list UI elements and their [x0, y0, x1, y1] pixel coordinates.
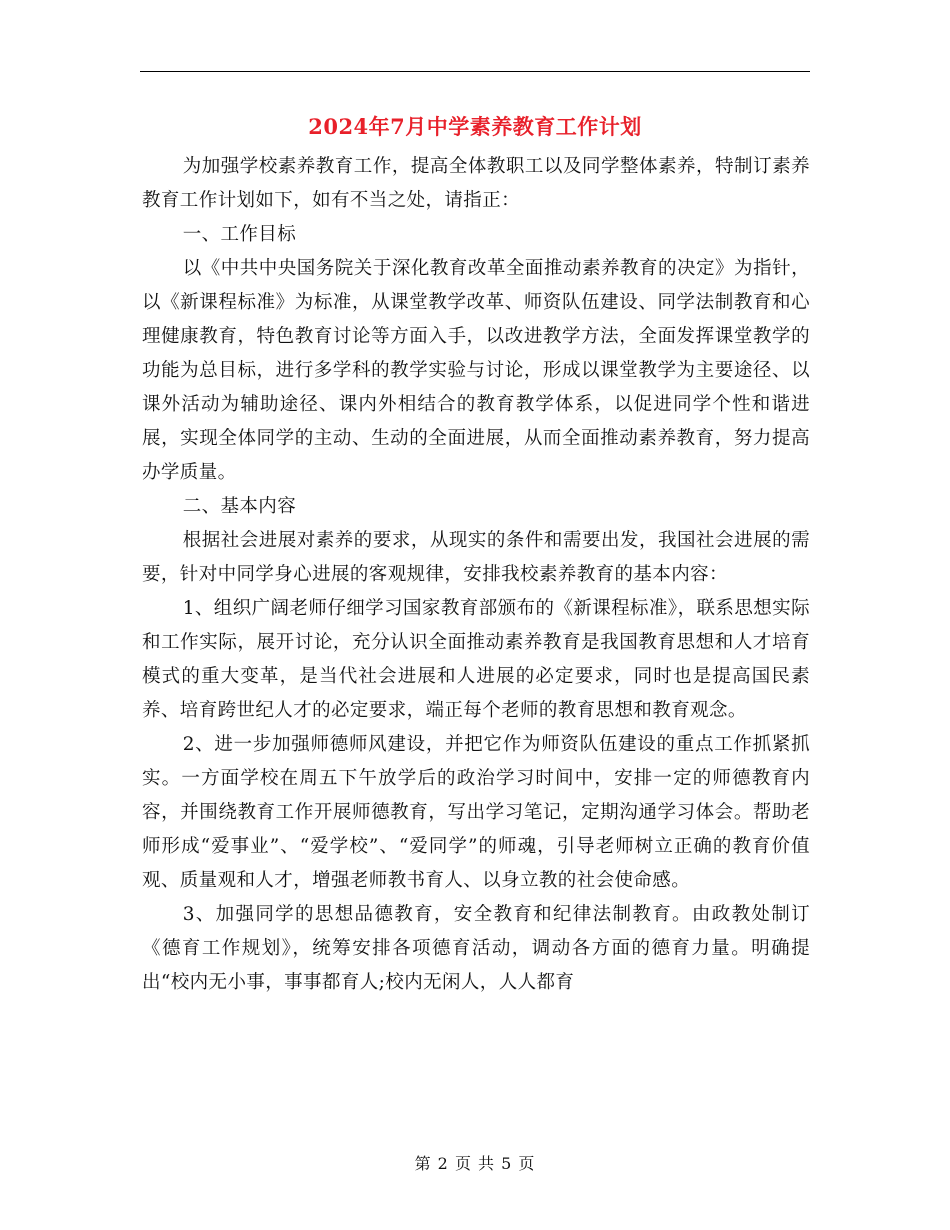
page-footer: 第 2 页 共 5 页	[414, 1154, 536, 1173]
content-intro-paragraph: 根据社会进展对素养的要求，从现实的条件和需要出发，我国社会进展的需要，针对中同学身心进展的客观规律，安排我校素养教育的基本内容：	[142, 530, 810, 585]
intro-paragraph: 为加强学校素养教育工作，提高全体教职工以及同学整体素养，特制订素养教育工作计划如下，如有不当之处，请指正：	[142, 156, 810, 211]
document-title: 2024年7月中学素养教育工作计划	[308, 114, 642, 139]
document-body	[142, 150, 810, 1000]
section-heading-goals: 一、工作目标	[182, 224, 297, 245]
content-item-3: 3、加强同学的思想品德教育，安全教育和纪律法制教育。由政教处制订《德育工作规划》，统筹安排各项德育活动，调动各方面的德育力量。明确提出“校内无小事，事事都育人;校内无闲人，人人都育	[142, 904, 810, 993]
goals-paragraph: 以《中共中央国务院关于深化教育改革全面推动素养教育的决定》为指针，以《新课程标准》为标准，从课堂教学改革、师资队伍建设、同学法制教育和心理健康教育，特色教育讨论等方面入手，以改进教学方法，全面发挥课堂教学的功能为总目标，进行多学科的教学实验与讨论，形成以课堂教学为主要途径、以课外活动为辅助途径、课内外相结合的教育教学体系，以促进同学个性和谐进展，实现全体同学的主动、生动的全面进展，从而全面推动素养教育，努力提高办学质量。	[142, 258, 810, 483]
header-rule	[140, 71, 810, 72]
content-item-2: 2、进一步加强师德师风建设，并把它作为师资队伍建设的重点工作抓紧抓实。一方面学校在周五下午放学后的政治学习时间中，安排一定的师德教育内容，并围绕教育工作开展师德教育，写出学习笔记，定期沟通学习体会。帮助老师形成“爱事业”、“爱学校”、“爱同学”的师魂，引导老师树立正确的教育价值观、质量观和人才，增强老师教书育人、以身立教的社会使命感。	[142, 734, 810, 891]
content-item-1: 1、组织广阔老师仔细学习国家教育部颁布的《新课程标准》，联系思想实际和工作实际，展开讨论，充分认识全面推动素养教育是我国教育思想和人才培育模式的重大变革，是当代社会进展和人进展的必定要求，同时也是提高国民素养、培育跨世纪人才的必定要求，端正每个老师的教育思想和教育观念。	[142, 598, 810, 721]
section-heading-content: 二、基本内容	[182, 496, 297, 517]
